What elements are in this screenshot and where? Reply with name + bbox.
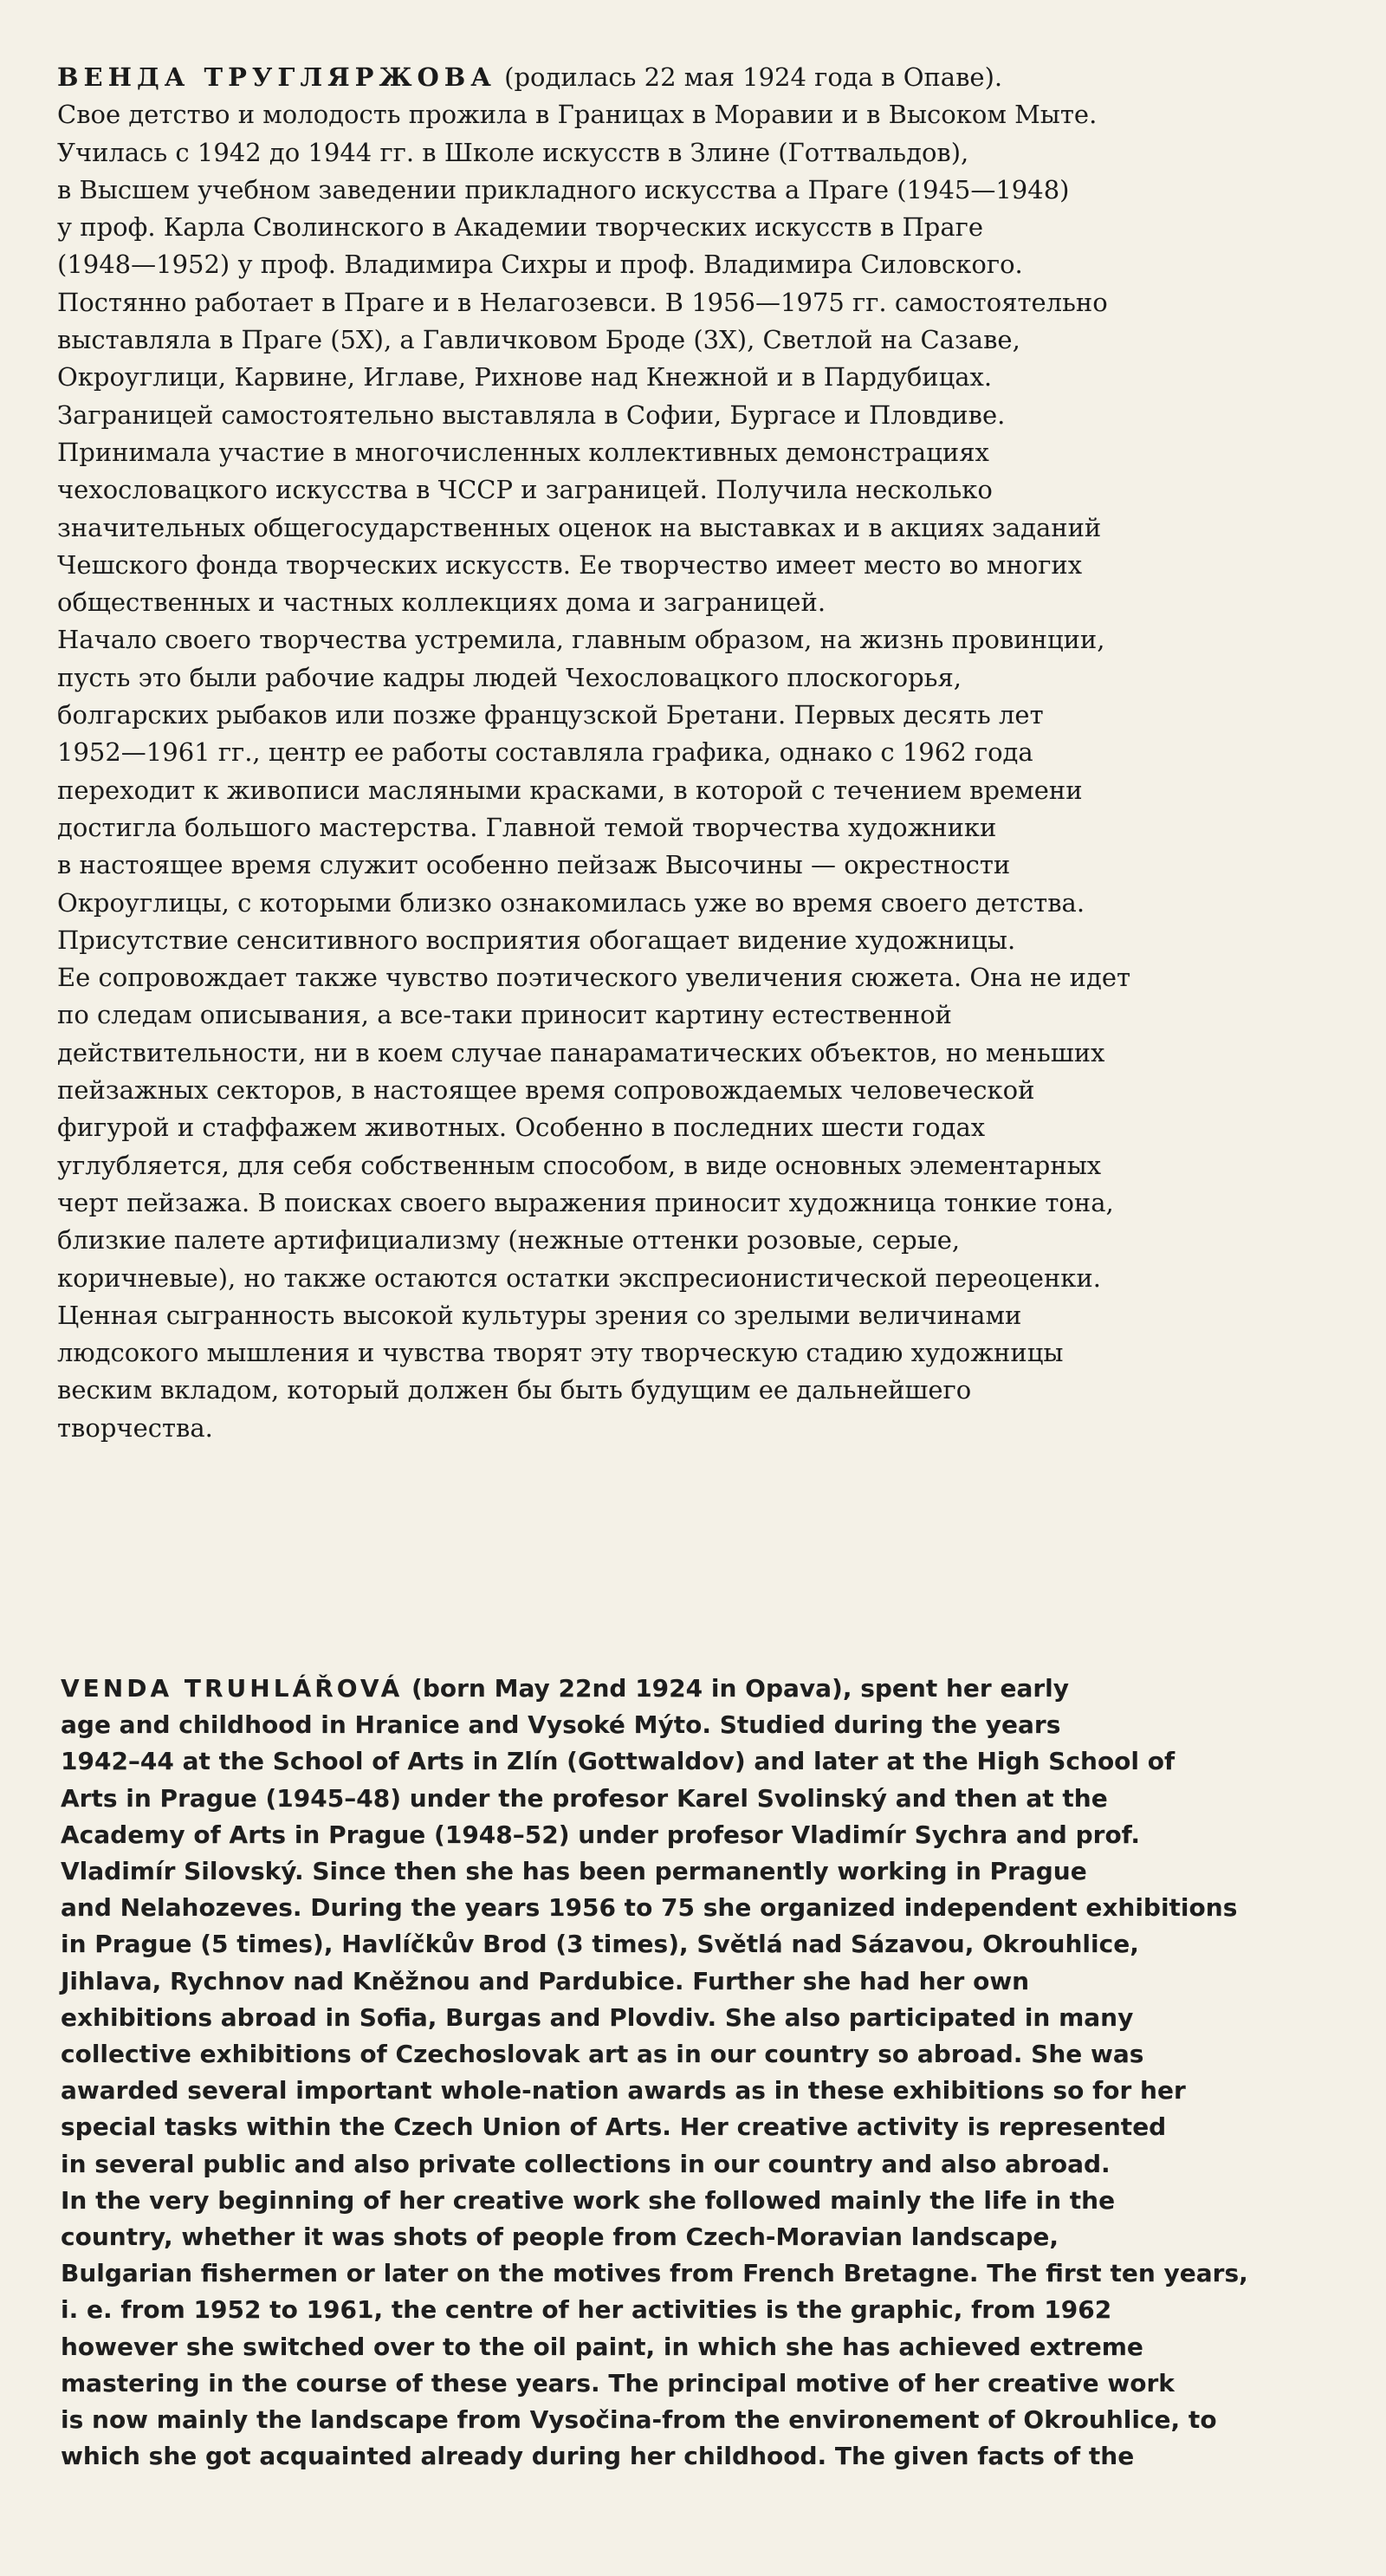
russian-text-line: выставляла в Праге (5Х), а Гавличковом Броде (3Х), Светлой на Сазаве, <box>57 325 1020 355</box>
english-text-line: collective exhibitions of Czechoslovak art as in our country so abroad. She was <box>61 2040 1144 2069</box>
english-text-line: age and childhood in Hranice and Vysoké Mýto. Studied during the years <box>61 1710 1061 1740</box>
english-text-line: In the very beginning of her creative work she followed mainly the life in the <box>61 2185 1116 2215</box>
russian-intro: (родилась 22 мая 1924 года в Опаве). <box>495 62 1003 92</box>
english-text-line: exhibitions abroad in Sofia, Burgas and Plovdiv. She also participated in many <box>61 2002 1134 2032</box>
artist-name-english: VENDA TRUHLÁŘOVÁ <box>61 1674 404 1703</box>
russian-text-line: пейзажных секторов, в настоящее время сопровождаемых человеческой <box>57 1075 1035 1106</box>
english-text-line: Academy of Arts in Prague (1948–52) under profesor Vladimír Sychra and prof. <box>61 1820 1140 1849</box>
russian-biography <box>57 59 1357 1447</box>
russian-text-line: Начало своего творчества устремила, главным образом, на жизнь провинции, <box>57 625 1105 655</box>
russian-text-line: Училась с 1942 до 1944 гг. в Школе искусств в Злине (Готтвальдов), <box>57 137 969 167</box>
russian-text-line: черт пейзажа. В поисках своего выражения приносит художница тонкие тона, <box>57 1187 1114 1217</box>
russian-text-line: Ее сопровождает также чувство поэтического увеличения сюжета. Она не идет <box>57 963 1131 993</box>
russian-text-line: в Высшем учебном заведении прикладного искусства а Праге (1945—1948) <box>57 174 1070 204</box>
russian-text-line: Свое детство и молодость прожила в Границах в Моравии и в Высоком Мыте. <box>57 100 1098 130</box>
russian-text-line: болгарских рыбаков или позже французской Бретани. Первых десять лет <box>57 700 1044 730</box>
russian-text-line: Чешского фонда творческих искусств. Ее творчество имеет место во многих <box>57 549 1083 580</box>
russian-text-line: Окроуглици, Карвине, Иглаве, Рихнове над Кнежной и в Пардубицах. <box>57 362 993 393</box>
russian-text-line: Принимала участие в многочисленных коллективных демонстрациях <box>57 437 989 467</box>
english-text-line: special tasks within the Czech Union of Arts. Her creative activity is represented <box>61 2112 1167 2142</box>
russian-text-line: у проф. Карла Сволинского в Академии творческих искусств в Праге <box>57 212 983 243</box>
english-biography <box>61 1671 1360 2475</box>
english-text-line: and Nelahozeves. During the years 1956 to 75 she organized independent exhibitions <box>61 1893 1238 1923</box>
russian-text-line: Окроуглицы, с которыми близко ознакомилась уже во время своего детства. <box>57 887 1085 918</box>
russian-text-line: пусть это были рабочие кадры людей Чехословацкого плоскогорья, <box>57 662 962 692</box>
artist-name-russian: ВЕНДА ТРУГЛЯРЖОВА <box>57 62 496 92</box>
russian-text-line: (1948—1952) у проф. Владимира Сихры и проф. Владимира Силовского. <box>57 250 1023 280</box>
russian-text-line: Присутствие сенситивного восприятия обогащает видение художницы. <box>57 925 1016 955</box>
russian-text-line: веским вкладом, который должен бы быть будущим ее дальнейшего <box>57 1375 972 1405</box>
english-text-line: Jihlava, Rychnov nad Kněžnou and Pardubice. Further she had her own <box>61 1966 1030 1995</box>
russian-text-line: Ценная сыгранность высокой культуры зрения со зрелыми величинами <box>57 1300 1022 1330</box>
english-text-line: country, whether it was shots of people from Czech-Moravian landscape, <box>61 2222 1059 2252</box>
english-text-line: however she switched over to the oil paint, in which she has achieved extreme <box>61 2332 1143 2361</box>
english-text-line: Bulgarian fishermen or later on the motives from French Bretagne. The first ten years, <box>61 2259 1248 2288</box>
russian-text-line: действительности, ни в коем случае панараматических объектов, но меньших <box>57 1037 1105 1067</box>
russian-text-line: Заграницей самостоятельно выставляла в Софии, Бургасе и Пловдиве. <box>57 399 1006 430</box>
russian-text-line: близкие палете артифициализму (нежные оттенки розовые, серые, <box>57 1225 961 1256</box>
english-text-line: Vladimír Silovský. Since then she has been permanently working in Prague <box>61 1857 1087 1886</box>
russian-text-line: переходит к живописи масляными красками, в которой с течением времени <box>57 775 1083 805</box>
russian-text-line: значительных общегосударственных оценок на выставках и в акциях заданий <box>57 512 1102 542</box>
english-text-line: in several public and also private collections in our country and also abroad. <box>61 2149 1111 2178</box>
english-text-line: awarded several important whole-nation awards as in these exhibitions so for her <box>61 2076 1186 2106</box>
english-text-line: i. e. from 1952 to 1961, the centre of her activities is the graphic, from 1962 <box>61 2295 1112 2325</box>
english-text-line: 1942–44 at the School of Arts in Zlín (Gottwaldov) and later at the High School of <box>61 1747 1176 1776</box>
russian-heading-line <box>57 59 1002 96</box>
english-text-line: which she got acquainted already during her childhood. The given facts of the <box>61 2442 1135 2471</box>
english-intro: (born May 22nd 1924 in Opava), spent her early <box>403 1674 1070 1703</box>
russian-text-line: Постянно работает в Праге и в Нелагозевси. В 1956—1975 гг. самостоятельно <box>57 287 1108 317</box>
russian-text-line: чехословацкого искусства в ЧССР и заграницей. Получила несколько <box>57 475 993 505</box>
english-text-line: Arts in Prague (1945–48) under the profesor Karel Svolinský and then at the <box>61 1783 1108 1813</box>
russian-text-line: по следам описывания, а все-таки приносит картину естественной <box>57 1000 952 1030</box>
russian-text-line: общественных и частных коллекциях дома и заграницей. <box>57 587 826 618</box>
russian-text-line: творчества. <box>57 1412 213 1443</box>
english-text-line: in Prague (5 times), Havlíčkův Brod (3 times), Světlá nad Sázavou, Okrouhlice, <box>61 1930 1139 1959</box>
russian-text-line: в настоящее время служит особенно пейзаж Высочины — окрестности <box>57 850 1011 880</box>
english-text-line: mastering in the course of these years. The principal motive of her creative work <box>61 2368 1175 2398</box>
russian-text-line: углубляется, для себя собственным способом, в виде основных элементарных <box>57 1150 1102 1180</box>
russian-text-line: людсокого мышления и чувства творят эту творческую стадию художницы <box>57 1338 1064 1368</box>
russian-text-line: 1952—1961 гг., центр ее работы составляла графика, однако с 1962 года <box>57 737 1033 768</box>
english-text-line: is now mainly the landscape from Vysočina-from the environement of Okrouhlice, to <box>61 2405 1217 2435</box>
russian-text-line: фигурой и стаффажем животных. Особенно в последних шести годах <box>57 1113 986 1143</box>
russian-text-line: коричневые), но также остаются остатки экспресионистической переоценки. <box>57 1262 1101 1293</box>
english-heading-line <box>61 1671 1069 1707</box>
russian-text-line: достигла большого мастерства. Главной темой творчества художники <box>57 812 997 842</box>
